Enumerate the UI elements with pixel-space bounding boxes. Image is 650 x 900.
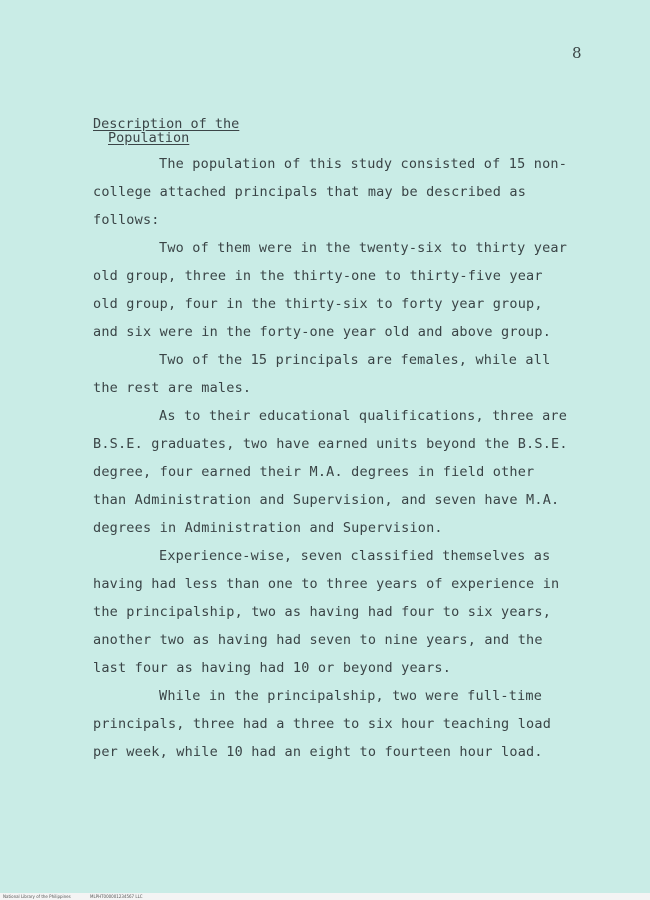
- paragraph-experience: Experience-wise, seven classified themselves as having had less than one to three years of experience in the principalship, two as having had four to six years, another two as having had seven to nine years, and the last four as having had 10 or beyond years.: [93, 548, 560, 676]
- body-text: [93, 150, 573, 766]
- section-heading-line-2: Population: [108, 130, 190, 146]
- footer-id-label: MLPHT000001234567 LLC: [90, 894, 143, 899]
- section-heading-line-1: Description of the: [93, 116, 240, 132]
- paragraph-teaching-load: While in the principalship, two were full-time principals, three had a three to six hour teaching load per week, while 10 had an eight to fourteen hour load.: [93, 688, 552, 760]
- page-number: 8: [572, 44, 582, 62]
- footer-library-label: National Library of the Philippines: [3, 894, 71, 899]
- section-heading: [93, 117, 239, 145]
- paragraph-gender: Two of the 15 principals are females, while all the rest are males.: [93, 352, 551, 396]
- paragraph-population: The population of this study consisted of 15 non-college attached principals that may be described as follows:: [93, 156, 568, 228]
- scan-footer: [0, 893, 650, 900]
- paragraph-qualifications: As to their educational qualifications, three are B.S.E. graduates, two have earned units beyond the B.S.E. degree, four earned their M.A. degrees in field other than Administration and Supervision, and seven have M.A. degrees in Administration and Supervision.: [93, 408, 568, 536]
- paragraph-age-groups: Two of them were in the twenty-six to thirty year old group, three in the thirty-one to thirty-five year old group, four in the thirty-six to forty year group, and six were in the forty-one year old and above group.: [93, 240, 568, 340]
